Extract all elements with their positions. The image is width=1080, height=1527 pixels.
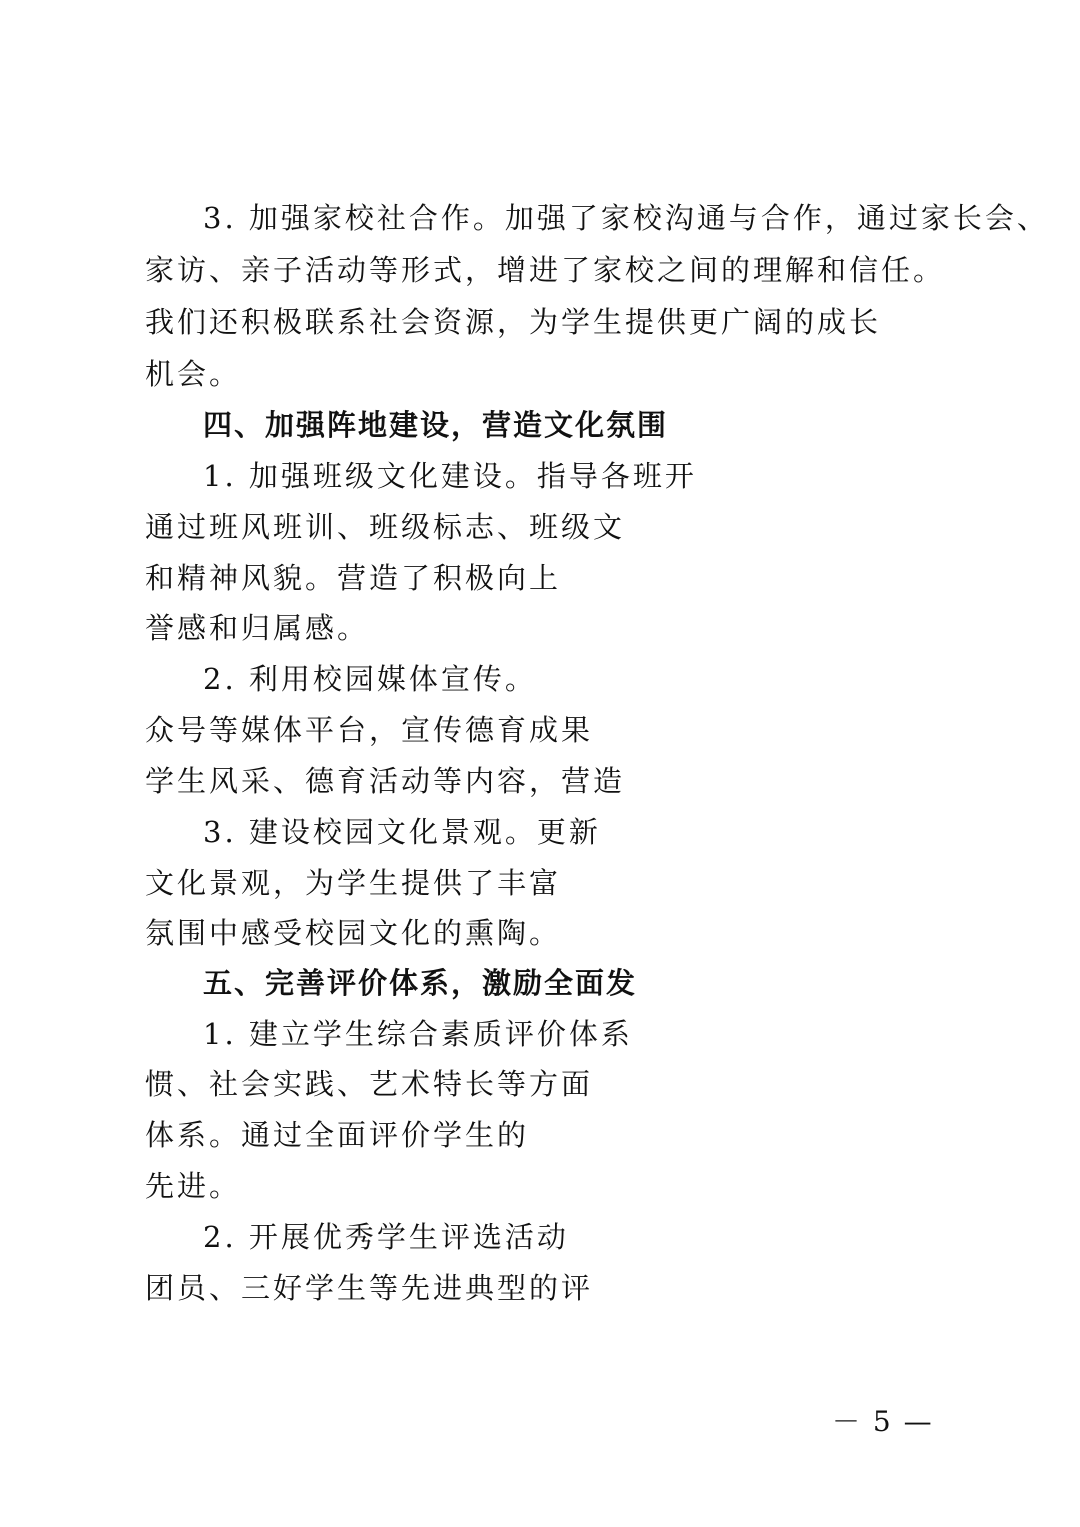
paragraph-line: 家访、亲子活动等形式，增进了家校之间的理解和信任。 (145, 253, 946, 287)
paragraph-line: 1. 加强班级文化建设。指导各班开 (203, 459, 697, 493)
paragraph-line: 学生风采、德育活动等内容，营造 (145, 764, 626, 798)
paragraph-line: 体系。通过全面评价学生的 (145, 1118, 530, 1152)
paragraph-line: 3. 加强家校社合作。加强了家校沟通与合作，通过家长会、 (203, 201, 1049, 235)
paragraph-line: 众号等媒体平台，宣传德育成果 (145, 713, 594, 747)
section-heading: 四、加强阵地建设，营造文化氛围 (203, 408, 669, 442)
paragraph-line: 和精神风貌。营造了积极向上 (145, 561, 562, 595)
paragraph-line: 惯、社会实践、艺术特长等方面 (145, 1067, 594, 1101)
paragraph-line: 誉感和归属感。 (145, 611, 370, 645)
paragraph-line: 文化景观，为学生提供了丰富 (145, 866, 562, 900)
paragraph-line: 我们还积极联系社会资源，为学生提供更广阔的成长 (145, 305, 882, 339)
paragraph-line: 2. 开展优秀学生评选活动 (203, 1220, 569, 1254)
paragraph-line: 机会。 (145, 357, 242, 391)
paragraph-line: 1. 建立学生综合素质评价体系 (203, 1017, 633, 1051)
paragraph-line: 通过班风班训、班级标志、班级文 (145, 510, 626, 544)
page-number: － 5 — (832, 1405, 934, 1438)
paragraph-line: 2. 利用校园媒体宣传。 (203, 662, 537, 696)
paragraph-line: 氛围中感受校园文化的熏陶。 (145, 916, 562, 950)
paragraph-line: 团员、三好学生等先进典型的评 (145, 1271, 594, 1305)
paragraph-line: 先进。 (145, 1169, 242, 1203)
paragraph-line: 3. 建设校园文化景观。更新 (203, 815, 601, 849)
section-heading: 五、完善评价体系，激励全面发 (203, 966, 638, 1000)
